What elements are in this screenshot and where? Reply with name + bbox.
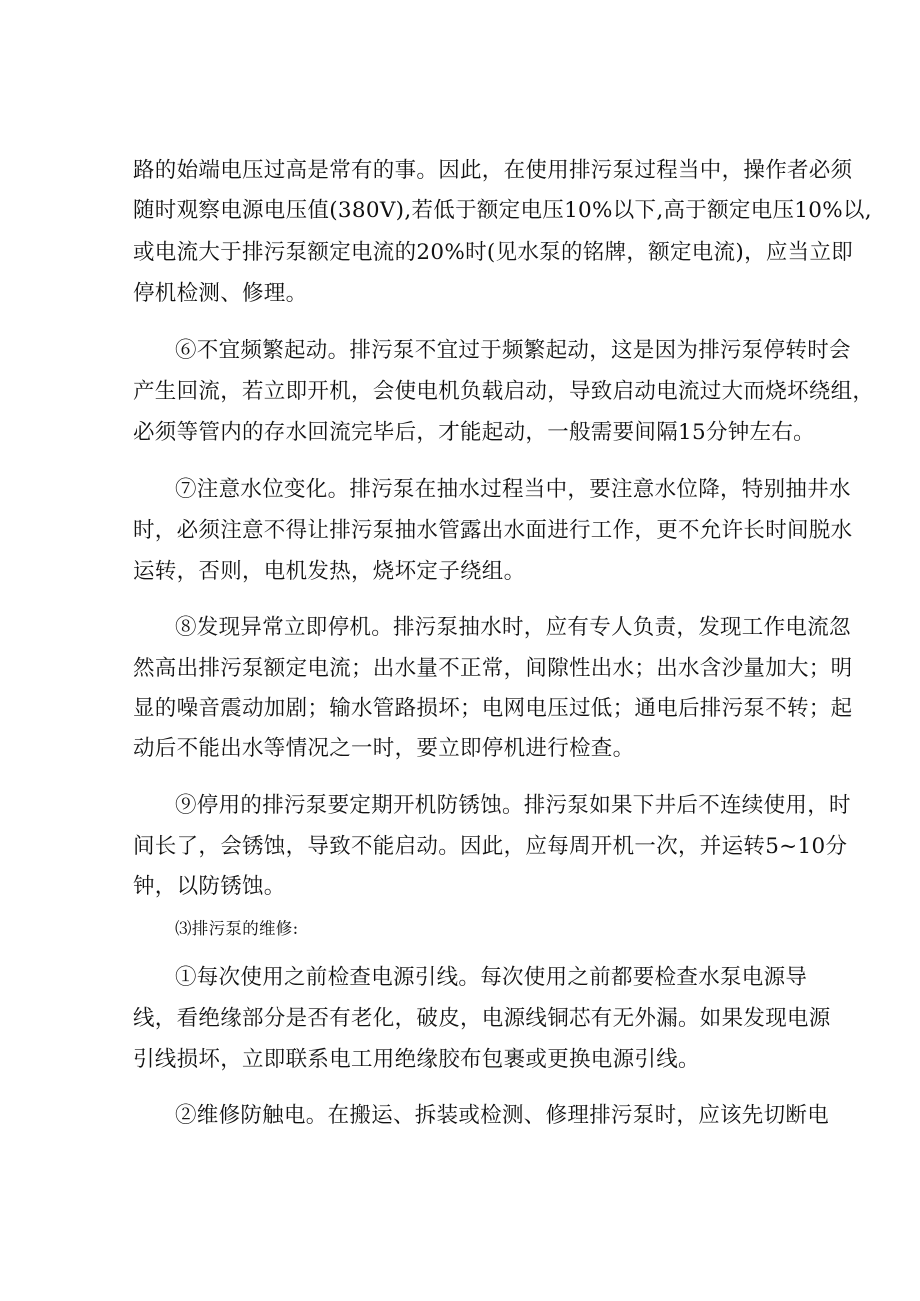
item-6-line-3: 必须等管内的存水回流完毕后，才能起动，一般需要间隔15分钟左右。	[133, 420, 815, 445]
repair-item-1-line-2: 线，看绝缘部分是否有老化，破皮，电源线铜芯有无外漏。如果发现电源	[133, 1006, 831, 1031]
repair-item-2-line-1: ②维修防触电。在搬运、拆装或检测、修理排污泵时，应该先切断电	[175, 1103, 830, 1128]
item-6-line-2: 产生回流，若立即开机，会使电机负载启动，导致启动电流过大而烧坏绕组，	[133, 379, 875, 404]
item-9-line-1: ⑨停用的排污泵要定期开机防锈蚀。排污泵如果下井后不连续使用，时	[175, 793, 851, 818]
item-9-line-3: 钟，以防锈蚀。	[133, 874, 286, 899]
section-heading-pump-repair: ⑶排污泵的维修:	[175, 919, 299, 938]
item-6-line-1: ⑥不宜频繁起动。排污泵不宜过于频繁起动，这是因为排污泵停转时会	[175, 338, 851, 363]
item-9-line-2: 间长了，会锈蚀，导致不能启动。因此，应每周开机一次，并运转5~10分	[133, 834, 848, 859]
voltage-paragraph-line-4: 停机检测、修理。	[133, 281, 308, 306]
repair-item-1-line-1: ①每次使用之前检查电源引线。每次使用之前都要检查水泵电源导	[175, 965, 808, 990]
voltage-paragraph-line-2: 随时观察电源电压值(380V),若低于额定电压10%以下,高于额定电压10%以,	[133, 198, 872, 223]
item-8-line-4: 动后不能出水等情况之一时，要立即停机进行检查。	[133, 736, 635, 761]
item-7-line-3: 运转，否则，电机发热，烧坏定子绕组。	[133, 559, 526, 584]
item-8-line-1: ⑧发现异常立即停机。排污泵抽水时，应有专人负责，发现工作电流忽	[175, 615, 851, 640]
item-7-line-2: 时，必须注意不得让排污泵抽水管露出水面进行工作，更不允许长时间脱水	[133, 518, 853, 543]
item-8-line-3: 显的噪音震动加剧；输水管路损坏；电网电压过低；通电后排污泵不转；起	[133, 696, 853, 721]
repair-item-1-line-3: 引线损坏，立即联系电工用绝缘胶布包裹或更换电源引线。	[133, 1047, 700, 1072]
item-8-line-2: 然高出排污泵额定电流；出水量不正常，间隙性出水；出水含沙量加大；明	[133, 656, 853, 681]
voltage-paragraph-line-1: 路的始端电压过高是常有的事。因此，在使用排污泵过程当中，操作者必须	[133, 158, 853, 183]
voltage-paragraph-line-3: 或电流大于排污泵额定电流的20%时(见水泵的铭牌，额定电流)，应当立即	[133, 240, 854, 265]
item-7-line-1: ⑦注意水位变化。排污泵在抽水过程当中，要注意水位降，特别抽井水	[175, 477, 851, 502]
